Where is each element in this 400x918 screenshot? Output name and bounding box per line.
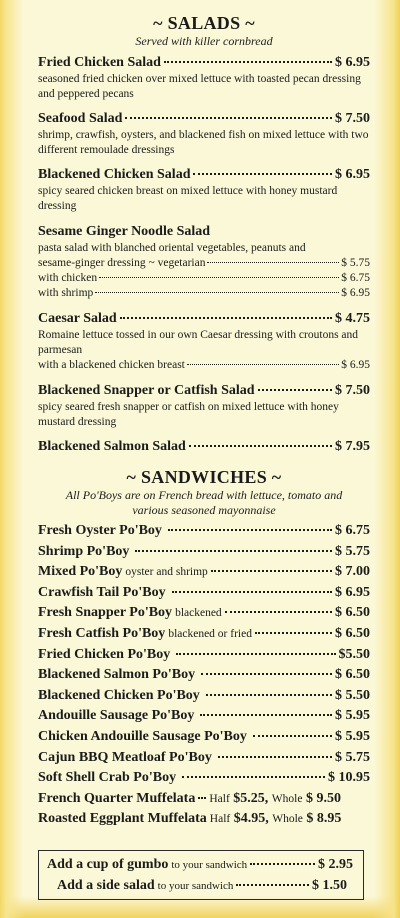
dot-leader [189, 445, 332, 447]
item-name: Fresh Snapper Po'Boy [38, 605, 173, 621]
menu-item-blackened-snapper-catfish-salad [38, 382, 370, 430]
option-price: $ 6.95 [341, 287, 370, 299]
sandwich-item [38, 769, 370, 790]
sandwiches-section [38, 467, 370, 518]
item-name: Andouille Sausage Po'Boy [38, 708, 195, 724]
dot-leader [225, 611, 332, 613]
dot-leader [135, 550, 332, 552]
addon-note: to your sandwich [157, 880, 234, 892]
item-name: Cajun BBQ Meatloaf Po'Boy [38, 749, 212, 765]
item-name: Blackened Salmon Salad [38, 439, 186, 454]
dot-leader [218, 756, 332, 758]
half-price: $5.25, [233, 790, 269, 806]
item-price: $5.50 [338, 646, 370, 662]
item-name: Mixed Po'Boy [38, 564, 123, 580]
dot-leader [258, 389, 332, 391]
item-price: $ 6.95 [335, 55, 370, 70]
item-price: $ 5.95 [335, 728, 370, 744]
item-name: Blackened Chicken Po'Boy [38, 687, 200, 703]
item-name: Fresh Catfish Po'Boy [38, 625, 166, 641]
dot-leader [250, 863, 315, 865]
dot-leader [200, 714, 332, 716]
sandwich-list [38, 522, 370, 831]
item-name: Fresh Oyster Po'Boy [38, 523, 162, 538]
item-price: $ 7.50 [335, 383, 370, 398]
whole-label: Whole [272, 813, 303, 826]
dot-leader [99, 277, 339, 278]
item-description: shrimp, crawfish, oysters, and blackened fish on mixed lettuce with two different remoulade dressings [38, 129, 369, 156]
item-name: Crawfish Tail Po'Boy [38, 584, 166, 600]
item-note: blackened [175, 607, 222, 620]
addon-note: to your sandwich [171, 859, 248, 871]
sandwiches-title: ~ SANDWICHES ~ [126, 467, 282, 487]
dot-leader [211, 570, 332, 572]
sandwich-item [38, 749, 370, 770]
dot-leader [120, 317, 332, 319]
item-price: $ 5.75 [335, 749, 370, 765]
sandwich-item [38, 728, 370, 749]
sandwich-item [38, 563, 370, 584]
dot-leader [187, 364, 339, 365]
addon-side-salad [57, 877, 347, 895]
item-name: Sesame Ginger Noodle Salad [38, 224, 211, 239]
dot-leader [253, 735, 332, 737]
dot-leader [236, 884, 309, 886]
dot-leader [168, 529, 332, 531]
option-price: $ 6.95 [341, 359, 370, 371]
muffelata-item [38, 790, 370, 811]
sandwich-item [38, 604, 370, 625]
item-description: Romaine lettuce tossed in our own Caesar dressing with croutons and parmesan [38, 329, 359, 356]
whole-price: $ 8.95 [306, 811, 342, 827]
dot-leader [198, 797, 206, 799]
item-option [38, 358, 370, 373]
item-name: Chicken Andouille Sausage Po'Boy [38, 728, 247, 744]
option-label: with shrimp [38, 287, 94, 299]
sandwiches-subtitle-line2: various seasoned mayonnaise [132, 503, 276, 517]
dot-leader [172, 591, 332, 593]
dot-leader [95, 292, 339, 293]
half-price: $4.95, [233, 811, 269, 827]
item-price: $ 5.50 [335, 687, 370, 703]
option-label: with chicken [38, 272, 98, 284]
item-price [209, 790, 341, 808]
sandwiches-subtitle-line1: All Po'Boys are on French bread with lettuce, tomato and [65, 488, 343, 502]
dot-leader [206, 694, 332, 696]
item-name: Roasted Eggplant Muffelata [38, 811, 207, 827]
item-description: pasta salad with blanched oriental vegetables, peanuts and [38, 242, 306, 254]
item-description: spicy seared fresh snapper or catfish on mixed lettuce with honey mustard dressing [38, 401, 339, 428]
addon-name: Add a cup of gumbo [47, 857, 169, 872]
item-price [210, 810, 342, 828]
dot-leader [193, 173, 332, 175]
item-price: $ 7.50 [335, 111, 370, 126]
item-price: $ 10.95 [328, 770, 370, 786]
item-price: $ 6.75 [335, 523, 370, 538]
option-label: sesame-ginger dressing ~ vegetarian [38, 257, 206, 269]
item-name: Soft Shell Crab Po'Boy [38, 770, 177, 786]
option-price: $ 5.75 [341, 257, 370, 269]
whole-label: Whole [271, 792, 303, 805]
item-price: $ 4.75 [335, 311, 370, 326]
item-price: $ 6.50 [335, 667, 370, 683]
sandwich-item [38, 522, 370, 543]
item-price: $ 5.95 [335, 708, 370, 724]
item-name: French Quarter Muffelata [38, 790, 196, 806]
item-price: $ 6.50 [335, 625, 370, 641]
menu-item-fried-chicken-salad [38, 54, 370, 102]
item-name: Blackened Chicken Salad [38, 167, 191, 182]
muffelata-item [38, 810, 370, 831]
dot-leader [164, 61, 332, 63]
option-price: $ 6.75 [341, 272, 370, 284]
half-label: Half [209, 813, 231, 826]
menu-item-blackened-chicken-salad [38, 166, 370, 214]
item-name: Shrimp Po'Boy [38, 543, 130, 559]
item-price: $ 6.95 [335, 167, 370, 182]
item-option [38, 256, 370, 271]
option-label: with a blackened chicken breast [38, 359, 185, 371]
salads-section [38, 13, 370, 49]
item-note: blackened or fried [168, 627, 252, 640]
whole-price: $ 9.50 [305, 790, 341, 806]
item-price: $ 6.50 [335, 605, 370, 621]
sandwich-item [38, 687, 370, 708]
menu-item-blackened-salmon-salad [38, 438, 370, 455]
addon-name: Add a side salad [57, 878, 155, 893]
item-name: Blackened Salmon Po'Boy [38, 667, 196, 683]
item-name: Caesar Salad [38, 311, 117, 326]
item-name: Fried Chicken Salad [38, 55, 161, 70]
item-description: seasoned fried chicken over mixed lettuce with toasted pecan dressing and peppered pecans [38, 73, 361, 100]
menu-item-seafood-salad [38, 110, 370, 158]
item-price: $ 7.00 [335, 564, 370, 580]
item-price: $ 7.95 [335, 439, 370, 454]
addon-price: $ 2.95 [318, 857, 353, 872]
item-name: Seafood Salad [38, 111, 123, 126]
dot-leader [125, 117, 332, 119]
menu-item-sesame-ginger-noodle-salad [38, 223, 370, 301]
dot-leader [176, 653, 335, 655]
item-price: $ 6.95 [335, 584, 370, 600]
addon-price: $ 1.50 [312, 878, 347, 893]
item-name: Blackened Snapper or Catfish Salad [38, 383, 255, 398]
sandwich-item [38, 543, 370, 564]
sandwich-item [38, 584, 370, 605]
salads-title: ~ SALADS ~ [153, 13, 255, 33]
half-label: Half [209, 792, 230, 805]
dot-leader [255, 632, 332, 634]
item-option [38, 286, 370, 301]
item-description: spicy seared chicken breast on mixed lettuce with honey mustard dressing [38, 185, 338, 212]
addons-box [38, 850, 364, 900]
sandwich-item [38, 625, 370, 646]
sandwich-item [38, 707, 370, 728]
sandwich-item [38, 646, 370, 667]
sandwich-item [38, 666, 370, 687]
dot-leader [207, 262, 339, 263]
item-name: Fried Chicken Po'Boy [38, 646, 171, 662]
item-option [38, 271, 370, 286]
item-price: $ 5.75 [335, 543, 370, 559]
addon-gumbo [47, 856, 353, 874]
salads-subtitle: Served with killer cornbread [135, 34, 273, 48]
dot-leader [182, 776, 325, 778]
menu-item-caesar-salad [38, 310, 370, 373]
item-note: oyster and shrimp [125, 566, 208, 579]
dot-leader [201, 673, 332, 675]
